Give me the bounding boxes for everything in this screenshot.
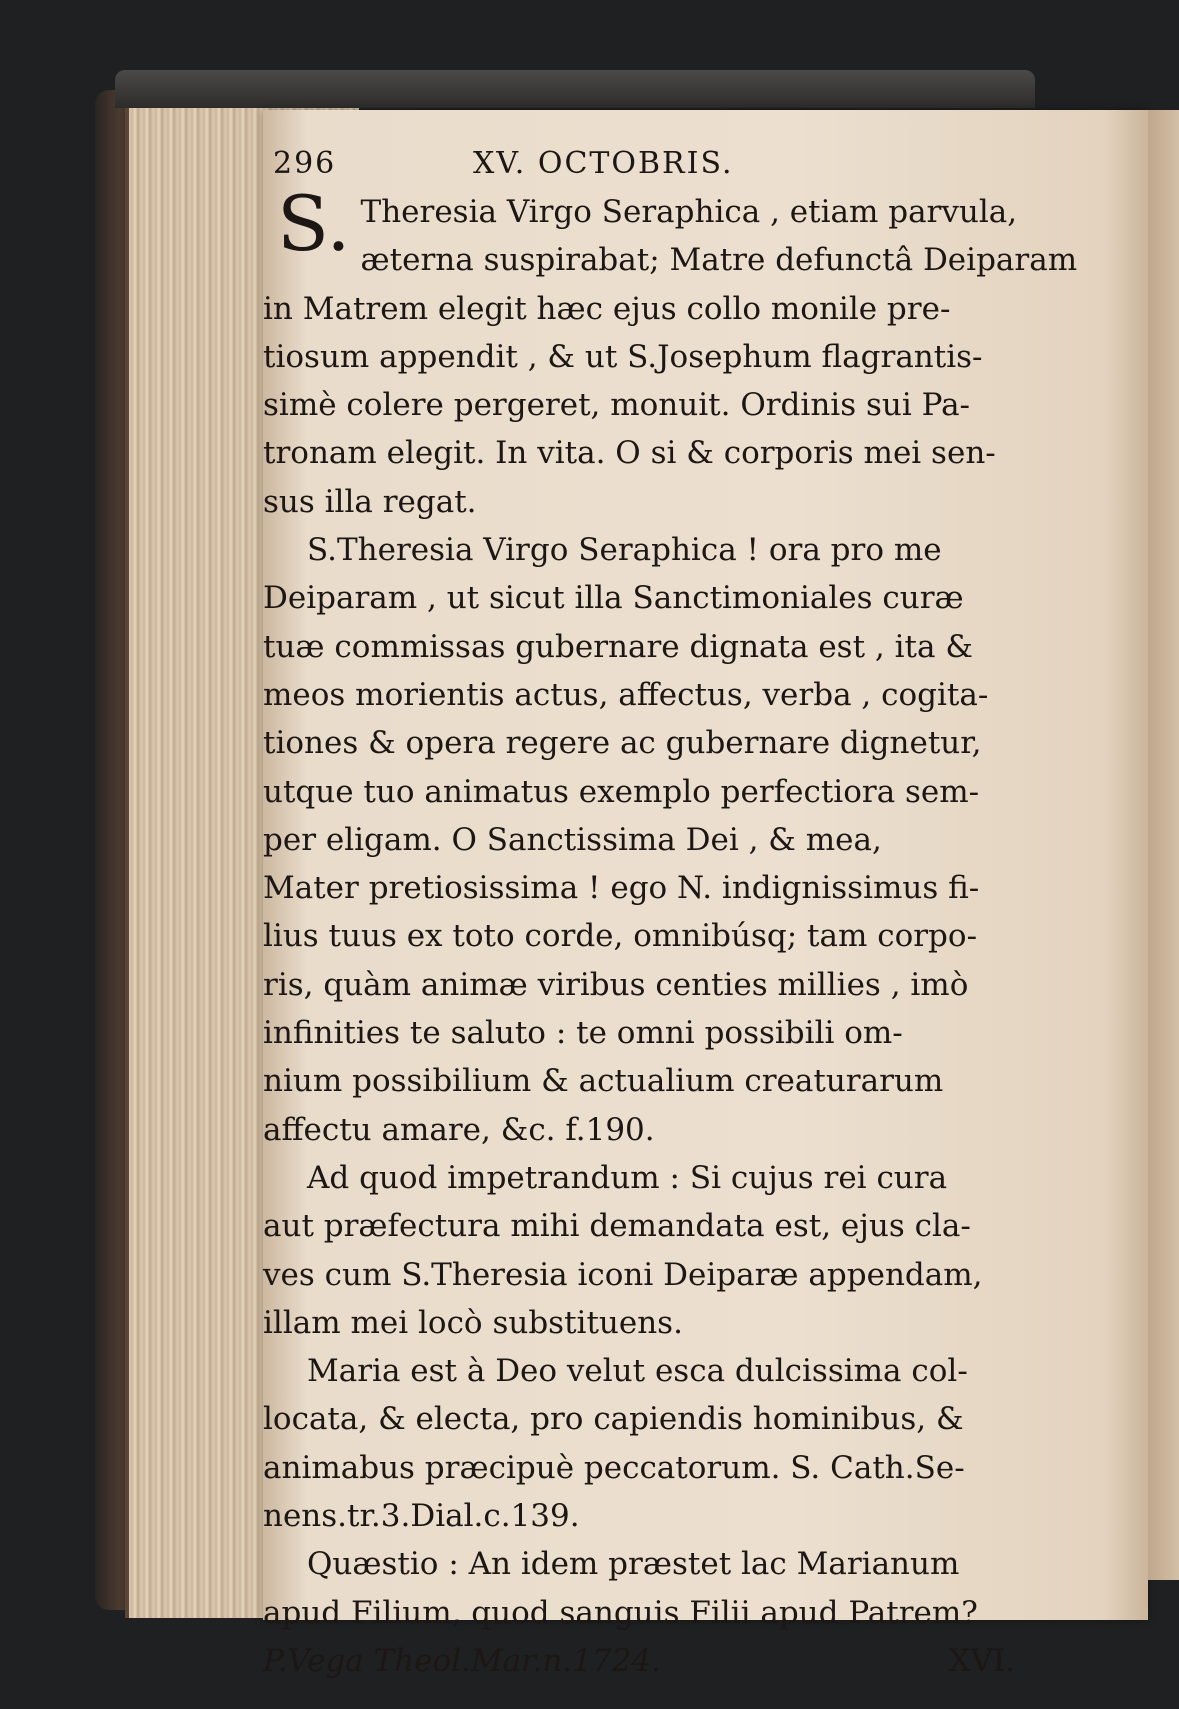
text-line: Quæstio : An idem præstet lac Marianum — [307, 1546, 960, 1583]
text-line: Theresia Virgo Seraphica , etiam parvula, — [360, 194, 1018, 230]
text-line: tiones & opera regere ac gubernare dignetur, — [263, 725, 982, 762]
text-line: lius tuus ex toto corde, omnibúsq; tam corpo- — [263, 918, 978, 955]
page-footer — [263, 1637, 1033, 1685]
text-line: Mater pretiosissima ! ego N. indignissimus fi- — [263, 870, 980, 907]
text-line: tiosum appendit , & ut S.Josephum flagrantis- — [263, 338, 983, 375]
text-line: ves cum S.Theresia iconi Deiparæ appendam, — [263, 1256, 983, 1293]
page-text — [263, 140, 1078, 1685]
facing-page-edge — [1148, 110, 1179, 1580]
text-line: animabus præcipuè peccatorum. S. Cath.Se- — [263, 1449, 965, 1486]
text-line: aut præfectura mihi demandata est, ejus cla- — [263, 1208, 971, 1245]
text-line: æterna suspirabat; Matre defunctâ Deiparam — [360, 242, 1078, 279]
paragraph-3 — [263, 1154, 1033, 1347]
text-line: sus illa regat. — [263, 483, 477, 520]
page-title: XV. OCTOBRIS. — [473, 146, 734, 181]
text-line: utque tuo animatus exemplo perfectiora sem- — [263, 773, 980, 810]
text-line: infinities te saluto : te omni possibili om- — [263, 1015, 903, 1052]
text-line: illam mei locò substituens. — [263, 1304, 683, 1341]
text-line: in Matrem elegit hæc ejus collo monile pre- — [263, 290, 951, 327]
book-cover-edge — [115, 70, 1035, 108]
text-line: nium possibilium & actualium creaturarum — [263, 1063, 944, 1100]
paragraph-4 — [263, 1347, 1033, 1540]
text-line: ris, quàm animæ viribus centies millies , imò — [263, 966, 969, 1003]
paragraph-1 — [263, 179, 1078, 526]
text-line: Deiparam , ut sicut illa Sanctimoniales curæ — [263, 580, 964, 617]
running-head — [263, 140, 1033, 188]
text-line: tronam elegit. In vita. O si & corporis mei sen- — [263, 435, 996, 472]
text-line: S.Theresia Virgo Seraphica ! ora pro me — [307, 532, 942, 569]
text-line: nens.tr.3.Dial.c.139. — [263, 1498, 580, 1535]
text-line: Maria est à Deo velut esca dulcissima col- — [307, 1353, 968, 1390]
signature-mark: XVI. — [948, 1642, 1015, 1679]
page-number: 296 — [273, 146, 337, 181]
text-line: per eligam. O Sanctissima Dei , & mea, — [263, 821, 882, 858]
text-line: Ad quod impetrandum : Si cujus rei cura — [307, 1159, 948, 1196]
text-line: simè colere pergeret, monuit. Ordinis sui Pa- — [263, 387, 971, 424]
text-line: meos morientis actus, affectus, verba , cogita- — [263, 676, 989, 713]
paragraph-5 — [263, 1540, 1033, 1637]
text-line: affectu amare, &c. f.190. — [263, 1111, 655, 1148]
text-line: locata, & electa, pro capiendis hominibus, & — [263, 1401, 964, 1438]
catchline: P.Vega Theol.Mar.n.1724. — [263, 1642, 661, 1679]
text-line: tuæ commissas gubernare dignata est , ita & — [263, 628, 973, 665]
paragraph-2 — [263, 526, 1033, 1154]
text-line: apud Filium, quod sanguis Filii apud Patrem? — [263, 1594, 978, 1631]
drop-capital: S. — [277, 179, 351, 268]
